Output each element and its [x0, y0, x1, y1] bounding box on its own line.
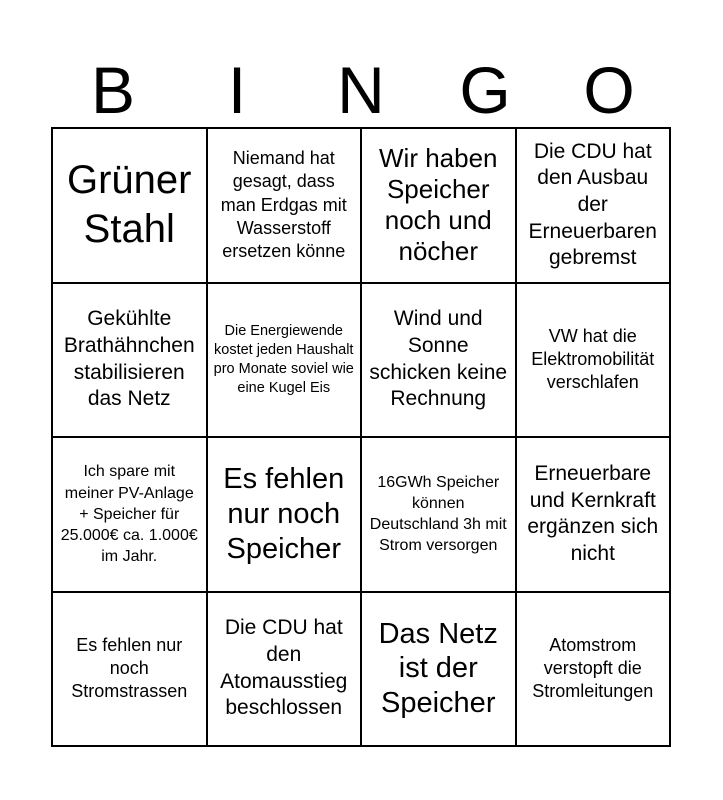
cell-text: Ich spare mit meiner PV-Anlage + Speicher für 25.000€ ca. 1.000€ im Jahr. — [60, 463, 198, 565]
header-letter-g: G — [459, 53, 511, 127]
cell-text: 16GWh Speicher können Deutschland 3h mit Strom versorgen — [369, 474, 507, 555]
cell-text: Wir haben Speicher noch und nöcher — [379, 142, 498, 267]
cell-text: Es fehlen nur noch Speicher — [223, 463, 345, 565]
cell-text: Die CDU hat den Atomausstieg beschlossen — [220, 616, 348, 720]
header-letter-o: O — [583, 53, 635, 127]
bingo-cell-2-4[interactable] — [517, 284, 672, 439]
cell-text: Grüner Stahl — [67, 158, 192, 252]
bingo-cell-3-3[interactable] — [362, 438, 517, 593]
bingo-cell-4-2[interactable] — [208, 593, 363, 748]
cell-text: Es fehlen nur noch Stromstrassen — [71, 634, 188, 702]
bingo-cell-1-4[interactable] — [517, 129, 672, 284]
bingo-cell-4-1[interactable] — [53, 593, 208, 748]
bingo-cell-3-2[interactable] — [208, 438, 363, 593]
bingo-cell-3-4[interactable] — [517, 438, 672, 593]
bingo-cell-1-2[interactable] — [208, 129, 363, 284]
bingo-cell-1-1[interactable] — [53, 129, 208, 284]
header-letter-n: N — [337, 53, 385, 127]
cell-text: Erneuerbare und Kernkraft ergänzen sich nicht — [527, 461, 659, 565]
bingo-cell-4-3[interactable] — [362, 593, 517, 748]
cell-text: Atomstrom verstopft die Stromleitungen — [532, 634, 654, 702]
cell-text: Die Energiewende kostet jeden Haushalt pro Monate soviel wie eine Kugel Eis — [213, 323, 354, 396]
header-letter-b: B — [90, 53, 136, 127]
cell-text: Wind und Sonne schicken keine Rechnung — [369, 307, 508, 411]
cell-text: Das Netz ist der Speicher — [378, 617, 498, 720]
header-letter-i: I — [227, 53, 247, 127]
bingo-cell-2-2[interactable] — [208, 284, 363, 439]
cell-text: Die CDU hat den Ausbau der Erneuerbaren gebremst — [528, 139, 657, 270]
bingo-cell-3-1[interactable] — [53, 438, 208, 593]
bingo-grid — [51, 127, 671, 747]
bingo-cell-2-1[interactable] — [53, 284, 208, 439]
bingo-cell-4-4[interactable] — [517, 593, 672, 748]
cell-text: Niemand hat gesagt, dass man Erdgas mit Wasserstoff ersetzen könne — [220, 147, 347, 262]
bingo-cell-2-3[interactable] — [362, 284, 517, 439]
cell-text: Gekühlte Brathähnchen stabilisieren das Netz — [63, 307, 195, 411]
cell-text: VW hat die Elektromobilität verschlafen — [531, 325, 655, 393]
bingo-cell-1-3[interactable] — [362, 129, 517, 284]
bingo-header — [51, 52, 671, 128]
